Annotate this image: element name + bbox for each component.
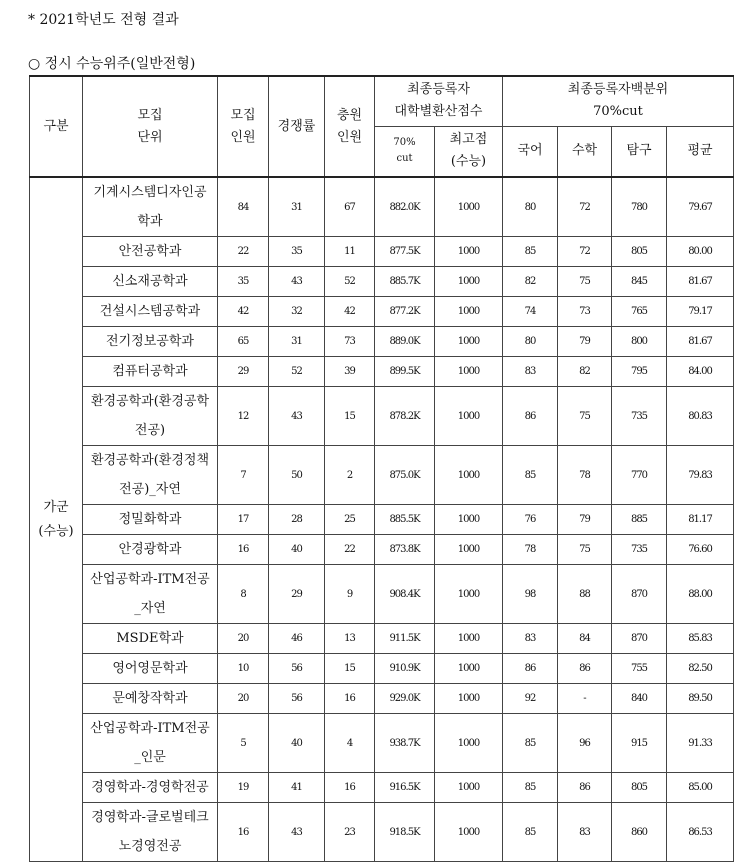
cell-cut70: 910.9K [375, 654, 435, 684]
unit-name: 컴퓨터공학과 [112, 364, 188, 379]
cell-competition: 35 [269, 237, 325, 267]
cell-unit [83, 267, 218, 297]
cell-capacity: 42 [218, 297, 269, 327]
cell-math: - [558, 684, 612, 714]
unit-name: 안전공학과 [118, 244, 182, 259]
cell-competition: 43 [269, 803, 325, 862]
cell-inquiry: 770 [612, 446, 667, 505]
cell-unit [83, 714, 218, 773]
header-math [558, 126, 612, 177]
cell-math: 83 [558, 803, 612, 862]
unit-name: 산업공학과-ITM전공 _자연 [90, 572, 210, 616]
cell-cut70: 877.2K [375, 297, 435, 327]
cell-average: 79.83 [667, 446, 734, 505]
cell-unit [83, 803, 218, 862]
cell-korean: 86 [503, 387, 558, 446]
cell-korean: 98 [503, 565, 558, 624]
cell-additional: 9 [325, 565, 375, 624]
cell-average: 91.33 [667, 714, 734, 773]
cell-competition: 31 [269, 177, 325, 237]
unit-name: 영어영문학과 [112, 661, 188, 676]
cell-max: 1000 [435, 267, 503, 297]
cell-max: 1000 [435, 237, 503, 267]
cell-korean: 92 [503, 684, 558, 714]
cell-additional: 15 [325, 387, 375, 446]
header-korean-text: 국어 [517, 143, 543, 159]
section-subtitle: ○ 정시 수능위주(일반전형) [28, 56, 196, 72]
cell-capacity: 8 [218, 565, 269, 624]
cell-math: 73 [558, 297, 612, 327]
cell-average: 79.17 [667, 297, 734, 327]
cell-unit [83, 565, 218, 624]
header-max-text: 최고점 (수능) [449, 132, 488, 170]
cell-capacity: 20 [218, 684, 269, 714]
header-average-text: 평균 [687, 143, 713, 159]
table-row [30, 535, 734, 565]
cell-unit [83, 357, 218, 387]
cell-capacity: 65 [218, 327, 269, 357]
cell-unit [83, 624, 218, 654]
cell-cut70: 873.8K [375, 535, 435, 565]
cell-max: 1000 [435, 177, 503, 237]
cell-korean: 85 [503, 773, 558, 803]
cell-math: 79 [558, 505, 612, 535]
cell-additional: 25 [325, 505, 375, 535]
admission-results-table [29, 75, 734, 862]
cell-unit [83, 177, 218, 237]
table-row [30, 446, 734, 505]
unit-name: 환경공학과(환경공학 전공) [90, 394, 210, 438]
unit-name: 정밀화학과 [118, 512, 182, 527]
cell-additional: 23 [325, 803, 375, 862]
cell-competition: 40 [269, 535, 325, 565]
cell-math: 72 [558, 177, 612, 237]
table-row [30, 714, 734, 773]
cell-competition: 43 [269, 387, 325, 446]
cell-korean: 85 [503, 714, 558, 773]
cell-competition: 40 [269, 714, 325, 773]
cell-inquiry: 780 [612, 177, 667, 237]
cell-math: 86 [558, 654, 612, 684]
unit-name: 산업공학과-ITM전공 _인문 [90, 721, 210, 765]
header-average [667, 126, 734, 177]
cell-competition: 29 [269, 565, 325, 624]
cell-cut70: 878.2K [375, 387, 435, 446]
cell-additional: 22 [325, 535, 375, 565]
cell-math: 72 [558, 237, 612, 267]
cell-math: 75 [558, 387, 612, 446]
cell-inquiry: 870 [612, 565, 667, 624]
table-row [30, 237, 734, 267]
cell-competition: 32 [269, 297, 325, 327]
cell-inquiry: 840 [612, 684, 667, 714]
cell-unit [83, 446, 218, 505]
unit-name: 전기정보공학과 [106, 334, 194, 349]
cell-additional: 11 [325, 237, 375, 267]
cell-competition: 28 [269, 505, 325, 535]
cell-competition: 43 [269, 267, 325, 297]
cell-inquiry: 795 [612, 357, 667, 387]
cell-capacity: 16 [218, 535, 269, 565]
cell-math: 75 [558, 267, 612, 297]
table-row [30, 327, 734, 357]
cell-average: 85.00 [667, 773, 734, 803]
cell-inquiry: 805 [612, 237, 667, 267]
header-converted-group [375, 76, 503, 126]
cell-unit [83, 327, 218, 357]
cell-cut70: 882.0K [375, 177, 435, 237]
cell-korean: 76 [503, 505, 558, 535]
header-korean [503, 126, 558, 177]
cell-inquiry: 885 [612, 505, 667, 535]
cell-capacity: 19 [218, 773, 269, 803]
cell-math: 86 [558, 773, 612, 803]
cell-cut70: 877.5K [375, 237, 435, 267]
cell-korean: 80 [503, 327, 558, 357]
cell-max: 1000 [435, 535, 503, 565]
cell-inquiry: 915 [612, 714, 667, 773]
cell-average: 89.50 [667, 684, 734, 714]
cell-max: 1000 [435, 714, 503, 773]
cell-additional: 73 [325, 327, 375, 357]
header-math-text: 수학 [571, 143, 598, 159]
cell-competition: 52 [269, 357, 325, 387]
table-row [30, 684, 734, 714]
cell-average: 81.67 [667, 267, 734, 297]
table-row [30, 177, 734, 237]
header-percentile-group [503, 76, 734, 126]
cell-inquiry: 735 [612, 387, 667, 446]
cell-capacity: 5 [218, 714, 269, 773]
unit-name: 안경광학과 [118, 542, 182, 557]
cell-korean: 80 [503, 177, 558, 237]
cell-capacity: 7 [218, 446, 269, 505]
table-row [30, 654, 734, 684]
cell-korean: 83 [503, 357, 558, 387]
header-converted-group-text: 최종등록자 대학별환산점수 [394, 82, 483, 120]
cell-unit [83, 535, 218, 565]
cell-math: 75 [558, 535, 612, 565]
header-competition-text: 경쟁률 [277, 118, 316, 134]
cell-unit [83, 773, 218, 803]
cell-average: 79.67 [667, 177, 734, 237]
table-row [30, 297, 734, 327]
cell-math: 79 [558, 327, 612, 357]
cell-unit [83, 505, 218, 535]
cell-additional: 13 [325, 624, 375, 654]
header-cut70 [375, 126, 435, 177]
table-row [30, 565, 734, 624]
header-capacity [218, 76, 269, 177]
table-row [30, 357, 734, 387]
cell-cut70: 938.7K [375, 714, 435, 773]
table-row [30, 803, 734, 862]
cell-max: 1000 [435, 446, 503, 505]
cell-max: 1000 [435, 654, 503, 684]
header-inquiry [612, 126, 667, 177]
cell-unit [83, 654, 218, 684]
header-competition [269, 76, 325, 177]
table-body [30, 177, 734, 862]
cell-additional: 52 [325, 267, 375, 297]
cell-cut70: 908.4K [375, 565, 435, 624]
header-unit-text: 모집 단위 [137, 107, 163, 145]
header-cut70-text: 70% cut [393, 137, 416, 165]
header-max [435, 126, 503, 177]
unit-name: 경영학과-경영학전공 [91, 780, 209, 795]
cell-competition: 50 [269, 446, 325, 505]
header-unit [83, 76, 218, 177]
cell-cut70: 885.7K [375, 267, 435, 297]
cell-additional: 42 [325, 297, 375, 327]
unit-name: 기계시스템디자인공 학과 [93, 185, 207, 229]
cell-max: 1000 [435, 327, 503, 357]
cell-inquiry: 800 [612, 327, 667, 357]
cell-capacity: 12 [218, 387, 269, 446]
cell-math: 96 [558, 714, 612, 773]
cell-average: 82.50 [667, 654, 734, 684]
cell-cut70: 929.0K [375, 684, 435, 714]
cell-korean: 83 [503, 624, 558, 654]
cell-additional: 39 [325, 357, 375, 387]
cell-inquiry: 755 [612, 654, 667, 684]
cell-korean: 74 [503, 297, 558, 327]
cell-inquiry: 860 [612, 803, 667, 862]
cell-competition: 56 [269, 654, 325, 684]
cell-competition: 46 [269, 624, 325, 654]
cell-cut70: 889.0K [375, 327, 435, 357]
cell-unit [83, 684, 218, 714]
cell-additional: 15 [325, 654, 375, 684]
cell-capacity: 22 [218, 237, 269, 267]
cell-additional: 4 [325, 714, 375, 773]
unit-name: 환경공학과(환경정책 전공)_자연 [90, 453, 210, 497]
table-row [30, 387, 734, 446]
header-category [30, 76, 83, 177]
cell-capacity: 35 [218, 267, 269, 297]
cell-competition: 31 [269, 327, 325, 357]
cell-capacity: 20 [218, 624, 269, 654]
table-row [30, 505, 734, 535]
unit-name: MSDE학과 [116, 631, 184, 646]
cell-cut70: 916.5K [375, 773, 435, 803]
cell-average: 86.53 [667, 803, 734, 862]
cell-average: 81.67 [667, 327, 734, 357]
cell-max: 1000 [435, 505, 503, 535]
cell-korean: 82 [503, 267, 558, 297]
cell-math: 84 [558, 624, 612, 654]
cell-max: 1000 [435, 357, 503, 387]
header-category-text: 구분 [43, 118, 69, 134]
cell-max: 1000 [435, 803, 503, 862]
cell-average: 85.83 [667, 624, 734, 654]
cell-average: 88.00 [667, 565, 734, 624]
cell-korean: 85 [503, 446, 558, 505]
cell-average: 84.00 [667, 357, 734, 387]
group-cell [30, 177, 83, 862]
cell-cut70: 911.5K [375, 624, 435, 654]
header-capacity-text: 모집 인원 [230, 107, 256, 145]
cell-inquiry: 735 [612, 535, 667, 565]
cell-math: 88 [558, 565, 612, 624]
cell-capacity: 29 [218, 357, 269, 387]
cell-korean: 86 [503, 654, 558, 684]
table-row [30, 624, 734, 654]
unit-name: 건설시스템공학과 [99, 304, 201, 319]
table-row [30, 267, 734, 297]
cell-max: 1000 [435, 387, 503, 446]
cell-inquiry: 805 [612, 773, 667, 803]
cell-max: 1000 [435, 684, 503, 714]
header-percentile-group-text: 최종등록자백분위 70%cut [567, 82, 669, 120]
group-label: 가군 (수능) [38, 499, 74, 539]
cell-unit [83, 237, 218, 267]
cell-additional: 2 [325, 446, 375, 505]
cell-max: 1000 [435, 297, 503, 327]
cell-math: 82 [558, 357, 612, 387]
cell-competition: 41 [269, 773, 325, 803]
cell-average: 81.17 [667, 505, 734, 535]
cell-korean: 85 [503, 803, 558, 862]
cell-average: 76.60 [667, 535, 734, 565]
document-title: * 2021학년도 전형 결과 [28, 12, 179, 28]
cell-additional: 16 [325, 773, 375, 803]
cell-capacity: 10 [218, 654, 269, 684]
cell-capacity: 16 [218, 803, 269, 862]
cell-inquiry: 870 [612, 624, 667, 654]
cell-unit [83, 387, 218, 446]
cell-cut70: 885.5K [375, 505, 435, 535]
unit-name: 경영학과-글로벌테크 노경영전공 [91, 810, 209, 854]
cell-max: 1000 [435, 624, 503, 654]
cell-korean: 78 [503, 535, 558, 565]
cell-inquiry: 765 [612, 297, 667, 327]
cell-inquiry: 845 [612, 267, 667, 297]
unit-name: 문예창작학과 [112, 691, 188, 706]
cell-average: 80.83 [667, 387, 734, 446]
cell-cut70: 899.5K [375, 357, 435, 387]
cell-korean: 85 [503, 237, 558, 267]
cell-capacity: 17 [218, 505, 269, 535]
cell-additional: 16 [325, 684, 375, 714]
header-inquiry-text: 탐구 [626, 143, 652, 159]
cell-competition: 56 [269, 684, 325, 714]
table-row [30, 773, 734, 803]
cell-cut70: 918.5K [375, 803, 435, 862]
cell-average: 80.00 [667, 237, 734, 267]
cell-max: 1000 [435, 773, 503, 803]
cell-max: 1000 [435, 565, 503, 624]
cell-math: 78 [558, 446, 612, 505]
cell-cut70: 875.0K [375, 446, 435, 505]
header-additional [325, 76, 375, 177]
cell-capacity: 84 [218, 177, 269, 237]
cell-unit [83, 297, 218, 327]
cell-additional: 67 [325, 177, 375, 237]
unit-name: 신소재공학과 [112, 274, 188, 289]
header-additional-text: 충원 인원 [336, 107, 363, 145]
